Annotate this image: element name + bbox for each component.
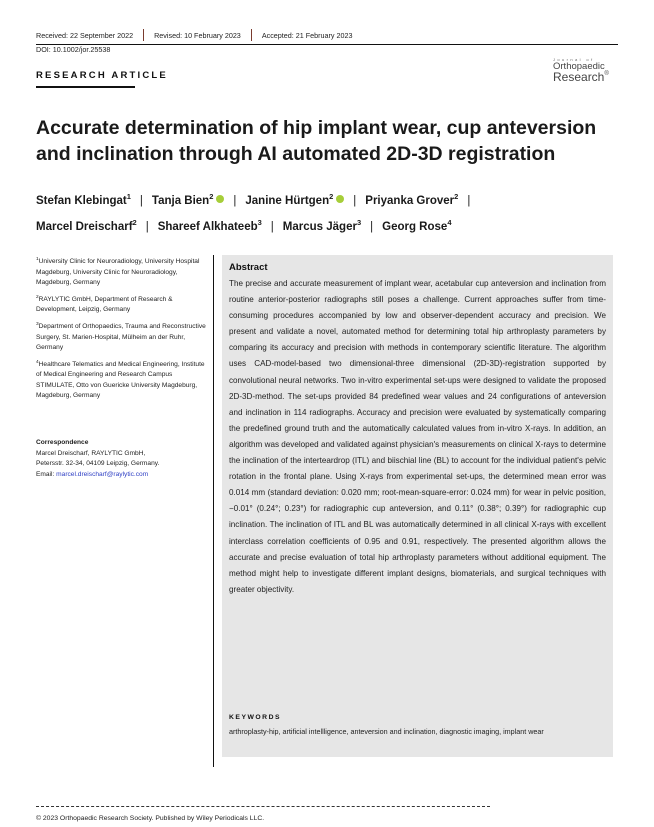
affiliation-marker: 2 [454, 192, 459, 201]
affiliation-text: RAYLYTIC GmbH, Department of Research & Development, Leipzig, Germany [36, 295, 173, 314]
author[interactable] [365, 192, 459, 207]
author-name: Stefan Klebingat [36, 194, 127, 207]
revised-date: Revised: 10 February 2023 [154, 30, 241, 40]
correspondence-line2: Petersstr. 32-34, 04109 Leipzig, Germany. [36, 460, 160, 467]
orcid-icon[interactable] [336, 195, 344, 203]
author-separator: | [370, 220, 374, 233]
affiliation-marker: 3 [356, 217, 362, 227]
column-divider [213, 255, 214, 767]
correspondence-email-line [36, 470, 206, 481]
author[interactable] [382, 217, 452, 233]
journal-logo-line2: Orthopaedic [553, 61, 605, 72]
affiliation-marker: 2 [132, 217, 137, 227]
orcid-icon[interactable] [216, 195, 224, 203]
affiliation [36, 255, 206, 289]
affiliation-text: Department of Orthopaedics, Trauma and Reconstructive Surgery, St. Marien-Hospital, Mülheim an der Ruhr, Germany [36, 323, 206, 352]
affiliation-marker: 3 [257, 217, 262, 227]
doi[interactable]: DOI: 10.1002/jor.25538 [36, 45, 111, 54]
article-type-underline [36, 86, 135, 88]
journal-logo-line1: Journal of [553, 57, 595, 62]
affiliation-number: 3 [36, 321, 39, 327]
author-name: Priyanka Grover [365, 194, 455, 207]
author[interactable] [282, 217, 362, 233]
keywords-heading: KEYWORDS [229, 714, 282, 721]
author-separator: | [467, 194, 471, 207]
paper-title: Accurate determination of hip implant wear, cup anteversion and inclination through AI automated 2D-3D registration [36, 117, 597, 165]
journal-logo [553, 58, 609, 83]
abstract-heading: Abstract [229, 262, 268, 273]
author-separator: | [353, 194, 357, 207]
journal-logo-research: Research [553, 69, 605, 84]
affiliation-marker: 2 [329, 192, 334, 201]
received-date: Received: 22 September 2022 [36, 30, 134, 40]
author-name: Tanja Bien [151, 194, 210, 207]
affiliation-number: 1 [36, 257, 39, 262]
author-name: Georg Rose [382, 220, 448, 233]
affiliation-marker: 4 [447, 217, 452, 227]
author-separator: | [139, 194, 143, 207]
affiliation-text: Healthcare Telematics and Medical Engineering, Institute of Medical Engineering and Research Campus STIMULATE, Otto von Guericke University Magdeburg, Magdeburg, Germany [36, 360, 205, 400]
journal-logo-line3 [553, 71, 609, 83]
author[interactable] [151, 192, 224, 207]
affiliation [36, 358, 206, 402]
author[interactable] [36, 192, 131, 207]
email-link[interactable]: marcel.dreischarf@raylytic.com [56, 470, 149, 478]
affiliations [36, 255, 206, 406]
article-type: RESEARCH ARTICLE [36, 70, 168, 81]
author-separator: | [270, 220, 274, 233]
affiliation [36, 320, 206, 354]
author-list [36, 186, 626, 238]
correspondence-heading: Correspondence [36, 439, 89, 446]
article-history [36, 28, 618, 45]
author-separator: | [145, 220, 149, 233]
author[interactable] [36, 217, 137, 233]
author-name: Shareef Alkhateeb [157, 220, 258, 233]
affiliation-marker: 1 [126, 192, 131, 201]
abstract-text: The precise and accurate measurement of implant wear, acetabular cup anteversion and inclination from routine anterior-posterior radiographs still poses a challenge. Current approaches suffer from time-consuming procedures accompanied by low and observer-dependent accuracy and precision. We present and validate a novel, automated method for determining total hip arthroplasty parameters by comparing its accuracy and precision with methods in contemporary scientific literature. The algorithm uses CAD-model-based two dimensional-three dimensional (2D-3D)-registration supported by convolutional neural networks. Two in-vitro experimental set-ups were designed to validate the proposed 2D-3D-method. The set-ups provided 84 predefined wear values and 24 configurations of anteversion and inclination in 114 radiographs. Accuracy and precision were evaluated by systematically comparing the predefined ground truth and the automatically calculated values from in-vitro X-rays. In addition, an algorithm was developed and validated against physician's measurements on clinical X-rays to determine the inclination of the interteardrop (ITL) and biischial line (BL) to account for the individual patient's pelvic rotation in the frontal plane. Using X-rays from experimental set-ups, the determined mean error was 0.014 mm (standard deviation: 0.020 mm; root-mean-square-error: 0.024 mm) for wear in pelvic position, −0.01° (0.24°; 0.23°) for radiographic cup anteversion, and 0.11° (0.38°; 0.39°) for radiographic cup inclination. The inclination of ITL and BL was automatically determined in all clinical X-rays with excellent interclass correlation coefficients of 0.95 and 0.91, respectively. The presented algorithm allows the accurate and precise evaluation of total hip arthroplasty parameters without additional equipment. The method might help to investigate different implant designs, biomaterials, and surgical techniques with greater objectivity. [229, 279, 606, 594]
author[interactable] [157, 217, 262, 233]
accepted-date: Accepted: 21 February 2023 [261, 30, 353, 40]
author[interactable] [245, 192, 344, 207]
copyright: © 2023 Orthopaedic Research Society. Published by Wiley Periodicals LLC. [36, 815, 265, 822]
affiliation-marker: 2 [209, 192, 214, 201]
author-name: Marcus Jäger [282, 220, 357, 233]
email-label: Email: [36, 470, 57, 478]
keywords-text: arthroplasty-hip, artificial intellligence, anteversion and inclination, diagnostic imaging, implant wear [229, 727, 544, 736]
affiliation-number: 4 [36, 359, 39, 365]
footer-divider [36, 806, 490, 807]
author-separator: | [233, 194, 237, 207]
author-name: Marcel Dreischarf [36, 220, 133, 233]
affiliation [36, 293, 206, 316]
affiliation-text: University Clinic for Neuroradiology, University Hospital Magdeburg, University Clinic for Neuroradiology, Magdeburg, Germany [36, 258, 200, 287]
author-name: Janine Hürtgen [245, 194, 330, 207]
correspondence-line1: Marcel Dreischarf, RAYLYTIC GmbH, [36, 449, 146, 457]
registered-mark: ® [604, 70, 609, 77]
affiliation-number: 2 [36, 294, 39, 300]
correspondence [36, 438, 206, 480]
